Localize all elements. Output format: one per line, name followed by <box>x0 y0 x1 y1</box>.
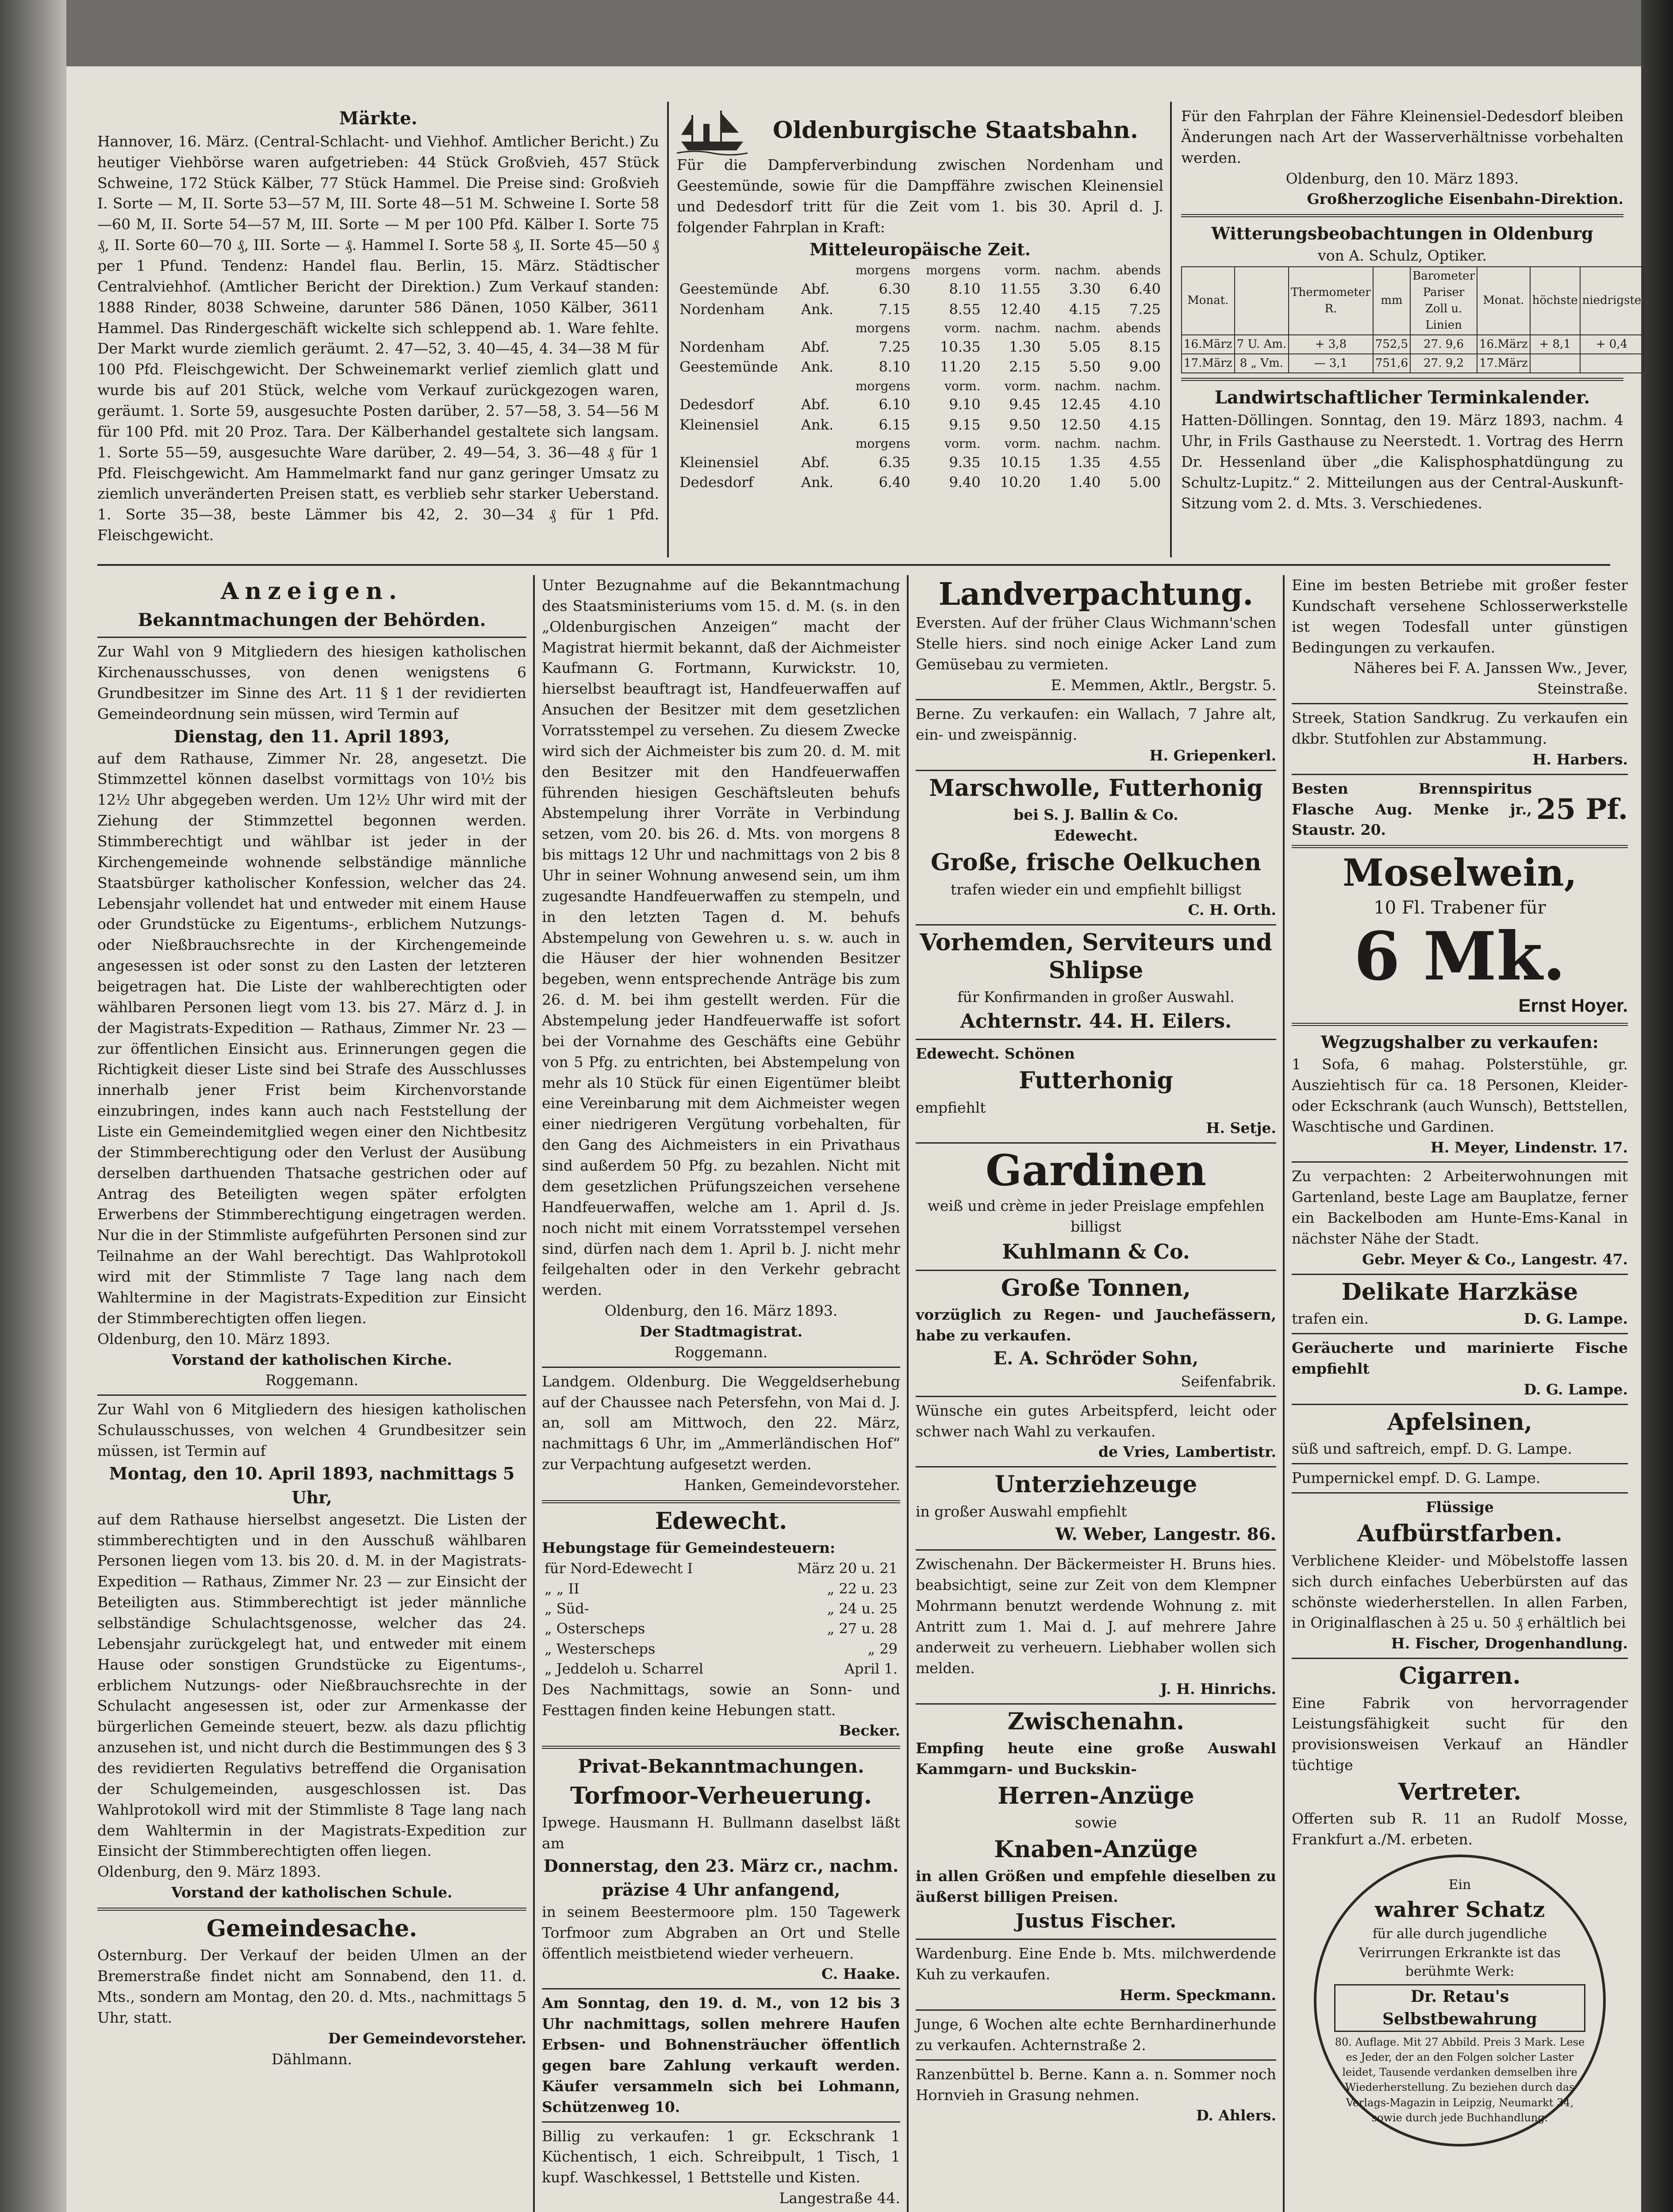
market-report <box>97 106 659 546</box>
oel-title: Große, frische Oelkuchen <box>930 849 1262 876</box>
rail-row <box>677 415 1163 435</box>
landgem-sign: Hanken, Gemeindevorsteher. <box>684 1476 900 1494</box>
weather-head <box>1235 267 1289 335</box>
notice1-body: auf dem Rathause, Zimmer Nr. 28, angesetzt. Die Stimmzettel können daselbst vormittags von 10½ bis 12½ Uhr abgegeben werden. Um 12½ Uhr wird mit der Ziehung der Stimmzettel begonnen werden. Stimmberechtigt und wählbar ist jeder in der Kirchengemeinde wohnende selbständige männliche Staatsbürger katholischer Konfession, welcher das 24. Lebensjahr vollendet hat und entweder mit einem Hause oder Grundstücke zu Eigentums-, erblichem Nutzungs- oder Nießbrauchsrechte in der Kirchengemeinde angesessen ist oder sonst zu den Lasten der letzteren beigetragen hat. Die Liste der wahlberechtigten oder wählbaren Personen liegt vom 13. bis 27. März d. J. in der Magistrats-Expedition — Rathaus, Zimmer Nr. 23 — zur öffentlichen Einsicht aus. Erinnerungen gegen die Richtigkeit dieser Liste sind bei Strafe des Ausschlusses innerhalb jener Frist beim Kirchenvorstande einzubringen, indes kann auch nach Feststellung der Liste ein Gemeindemitglied wegen einer den Nichtbesitz der Stimmberechtigung oder den Verlust der Ausübung derselben darthuenden Thatsache gestrichen oder auf Antrag des Beteiligten wegen später erfolgten Erwerbens der Stimmberechtigung eingetragen werden. Nur die in der Stimmliste aufgeführten Personen sind zur Teilnahme an der Wahl berechtigt. Das Wahlprotokoll wird mit der Stimmliste 7 Tage lang nach dem Wahltermine in der Magistrats-Expedition zur Einsicht der Stimmberechtigten offen liegen. <box>97 749 526 1327</box>
weather-cell: 17.März <box>1182 354 1235 373</box>
weather-cell: 751,6 <box>1373 354 1410 373</box>
edewecht-row <box>542 1579 900 1599</box>
rail-cell: 8.10 <box>949 280 981 298</box>
rail-cell: 9.40 <box>949 474 981 491</box>
rail-head-cell: nachm. <box>1115 436 1161 451</box>
mosel-sub: 10 Fl. Trabener für <box>1374 897 1546 918</box>
rail-cell: Dedesdorf <box>679 396 754 413</box>
rail-head-cell: abends <box>1116 321 1161 336</box>
weather-cell: 16.März <box>1182 335 1235 354</box>
vorhemd-addr: Achternstr. 44. H. Eilers. <box>960 1010 1232 1033</box>
rail-row <box>677 472 1163 492</box>
rail-cell: 12.40 <box>1000 300 1041 318</box>
weather-by: von A. Schulz, Optiker. <box>1318 247 1487 265</box>
rail-cell: 6.10 <box>879 396 910 413</box>
tonnen-sub: Seifenfabrik. <box>1181 1372 1276 1390</box>
schlosser-b: Näheres bei F. A. Janssen Ww., Jever, Steinstraße. <box>1354 659 1628 698</box>
edewecht-title: Edewecht. <box>655 1507 787 1535</box>
edewecht-small: Edewecht. <box>1054 827 1138 845</box>
weather-cell: 8 „ Vm. <box>1235 354 1289 373</box>
edewecht-cell: „ Westerscheps <box>545 1640 656 1657</box>
apfel-text: süß und saftreich, empf. D. G. Lampe. <box>1292 1440 1572 1457</box>
weather-head: niedrigste <box>1580 267 1644 335</box>
wegzug-sign: H. Meyer, Lindenstr. 17. <box>1430 1138 1628 1156</box>
landgem-text: Landgem. Oldenburg. Die Weggeldserhebung auf der Chaussee nach Petersfehn, von Mai d. J. an, soll am Mittwoch, den 22. März, nachmittags 6 Uhr, im „Ammerländischen Hof“ zur Verpachtung aufgesetzt werden. <box>542 1372 900 1473</box>
torf-title: Torfmoor-Verheuerung. <box>570 1782 872 1809</box>
schlosser-text: Eine im besten Betriebe mit großer fester Kundschaft versehene Schlosserwerkstelle ist wegen Todesfall unter günstigen Bedingungen zu verkaufen. <box>1292 576 1628 656</box>
tonnen-sign: E. A. Schröder Sohn, <box>993 1348 1199 1369</box>
landwirt-title: Landwirtschaftlicher Terminkalender. <box>1214 387 1590 408</box>
weather-head: Monat. <box>1477 267 1530 335</box>
vorhemd-text: für Konfirmanden in großer Auswahl. <box>957 988 1235 1006</box>
edewecht-sub: Hebungstage für Gemeindesteuern: <box>542 1539 836 1557</box>
edewecht-row <box>542 1659 900 1679</box>
berne-sign: H. Griepenkerl. <box>1149 747 1276 764</box>
pferd-text: Wünsche ein gutes Arbeitspferd, leicht oder schwer nach Wahl zu verkaufen. <box>916 1402 1276 1440</box>
vorhemd-title: Vorhemden, Serviteurs und Shlipse <box>920 929 1272 984</box>
edewecht-sign: Becker. <box>839 1722 900 1740</box>
rail-head-cell: vorm. <box>1004 378 1041 393</box>
edewecht-row <box>542 1619 900 1639</box>
weather-head: Barometer Pariser Zoll u. Linien <box>1410 267 1477 335</box>
gemeinde-name: Dählmann. <box>272 2050 352 2068</box>
rail-head-cell <box>677 435 798 453</box>
rail-cell: 11.20 <box>940 358 981 376</box>
rail-table <box>677 261 1163 493</box>
tonnen-text: vorzüglich zu Regen- und Jauchefässern, habe zu verkaufen. <box>916 1306 1276 1344</box>
rail-cell: 4.15 <box>1069 300 1101 318</box>
rail-head-cell: nachm. <box>1055 436 1101 451</box>
fisch-sign: D. G. Lampe. <box>1523 1380 1628 1398</box>
weather-cell <box>1580 354 1644 373</box>
rail-head-cell: morgens <box>925 263 981 278</box>
zwi1-text: Zwischenahn. Der Bäckermeister H. Bruns hies. beabsichtigt, seine zur Zeit von dem Klempner Mohrmann benutzt werdende Wohnung z. mit Antritt zum 1. Mai d. J. auf mehrere Jahre anderweit zu verheuern. Liebhaber wollen sich melden. <box>916 1555 1276 1677</box>
billig-addr: Langestraße 44. <box>779 2189 900 2207</box>
rail-cell: 2.15 <box>1009 358 1041 376</box>
rail-cell: 1.30 <box>1009 338 1041 355</box>
weather-head: Monat. <box>1182 267 1235 335</box>
brenn-text: Besten Brennspiritus Flasche Aug. Menke jr., Staustr. 20. <box>1292 780 1532 839</box>
aufb-text: Verblichene Kleider- und Möbelstoffe lassen sich durch einfaches Ueberbürsten auf das schönste wiederherstellen. In allen Farben, in Originalflaschen à 25 u. 50 ₰ erhältlich bei <box>1292 1551 1628 1632</box>
rail-cell: 4.10 <box>1129 396 1161 413</box>
rail-cell: Abf. <box>801 396 830 413</box>
rail-cell: 6.35 <box>879 454 910 471</box>
notice3-name: Roggemann. <box>674 1343 768 1361</box>
rail-cell: Kleinensiel <box>679 454 759 471</box>
schatz-seal <box>1314 1855 1606 2147</box>
rail-cell: 7.25 <box>879 338 910 355</box>
rail-cell: Kleinensiel <box>679 416 759 433</box>
rail-cell: 9.00 <box>1129 358 1161 376</box>
rail-cell: 8.55 <box>949 300 981 318</box>
apfel-title: Apfelsinen, <box>1387 1408 1532 1436</box>
rail-cell: Ank. <box>801 358 834 376</box>
land-sign: E. Memmen, Aktlr., Bergstr. 5. <box>1051 676 1276 694</box>
rail-row <box>677 357 1163 377</box>
weather-cell: 17.März <box>1477 354 1530 373</box>
rail-row <box>677 395 1163 415</box>
rail-cell: 9.10 <box>949 396 981 413</box>
notice2-sign: Vorstand der katholischen Schule. <box>171 1884 453 1901</box>
oel-text: trafen wieder ein und empfiehlt billigst <box>950 880 1242 898</box>
notice1-place: Oldenburg, den 10. März 1893. <box>97 1330 330 1348</box>
land-text: Eversten. Auf der früher Claus Wichmann'schen Stelle hiers. sind noch einige Acker Land zum Gemüsebau zu vermieten. <box>916 614 1276 673</box>
weather-head: höchste <box>1530 267 1580 335</box>
warden-text: Wardenburg. Eine Ende b. Mts. milchwerdende Kuh zu verkaufen. <box>916 1945 1276 1983</box>
rail-cell: 6.30 <box>879 280 910 298</box>
rail-cell: Nordenham <box>679 300 765 318</box>
col-rule <box>1170 102 1172 557</box>
weather-table <box>1181 266 1644 373</box>
rail-head-cell <box>798 377 843 395</box>
column-3 <box>916 575 1276 2212</box>
zwi1-sign: J. H. Hinrichs. <box>1160 1680 1276 1697</box>
fluss-text: Flüssige <box>1426 1498 1494 1516</box>
edewecht-cell: „ 22 u. 23 <box>827 1580 898 1597</box>
rail-cell: 7.25 <box>1129 300 1161 318</box>
torf-text2: in seinem Beestermoore plm. 150 Tagewerk Torfmoor zum Abgraben an Ort und Stelle öffentlich meistbietend wieder verheuern. <box>542 1903 900 1962</box>
mosel-price: 6 Mk. <box>1354 917 1566 995</box>
ferry-sign: Großherzogliche Eisenbahn-Direktion. <box>1307 190 1623 208</box>
rail-cell: 8.10 <box>879 358 910 376</box>
rail-cell: 1.35 <box>1069 454 1101 471</box>
marsch-title: Marschwolle, Futterhonig <box>929 775 1263 802</box>
cig-text: Eine Fabrik von hervorragender Leistungsfähigkeit sucht für den provisionsweisen Verkauf an Händler tüchtige <box>1292 1694 1628 1774</box>
harz-sign: D. G. Lampe. <box>1523 1310 1628 1328</box>
rail-cell: Geestemünde <box>679 358 778 376</box>
edewecht-row <box>542 1599 900 1619</box>
oel-sign: C. H. Orth. <box>1188 901 1276 919</box>
rail-cell: 5.50 <box>1069 358 1101 376</box>
book-binding <box>0 0 66 2212</box>
col-rule <box>907 575 909 2212</box>
rail-cell: 4.15 <box>1129 416 1161 433</box>
rail-row <box>677 300 1163 319</box>
torf-sign: C. Haake. <box>821 1965 900 1983</box>
notice2-date: Montag, den 10. April 1893, nachmittags 5 Uhr, <box>109 1463 515 1507</box>
marsch-by: bei S. J. Ballin & Co. <box>1013 806 1178 824</box>
junge-text: Junge, 6 Wochen alte echte Bernhardinerhunde zu verkaufen. Achternstraße 2. <box>916 2016 1276 2054</box>
notice2-text: Zur Wahl von 6 Mitgliedern des hiesigen katholischen Schulausschusses, von welchen 4 Grundbesitzer sein müssen, ist Termin auf <box>97 1401 526 1459</box>
weather-title: Witterungsbeobachtungen in Oldenburg <box>1211 223 1593 244</box>
top-right-column <box>1181 106 1642 514</box>
billig-text: Billig zu verkaufen: 1 gr. Eckschrank 1 Küchentisch, 1 eich. Schreibpult, 1 Tisch, 1 kupf. Waschkessel, 1 Bettstelle und Kisten. <box>542 2127 900 2186</box>
gemeinde-title: Gemeindesache. <box>206 1915 418 1943</box>
rail-row <box>677 337 1163 357</box>
zwi2-sign: Justus Fischer. <box>1015 1909 1177 1932</box>
ferry-date: Oldenburg, den 10. März 1893. <box>1285 169 1519 187</box>
verpacht-sign: Gebr. Meyer & Co., Langestr. 47. <box>1362 1250 1628 1268</box>
ranzen-text: Ranzenbüttel b. Berne. Kann a. n. Sommer noch Hornvieh in Grasung nehmen. <box>916 2065 1276 2104</box>
zwi2-title: Zwischenahn. <box>1007 1708 1185 1735</box>
rail-cell: 3.30 <box>1069 280 1101 298</box>
weather-cell <box>1530 354 1580 373</box>
col-rule <box>533 575 535 2212</box>
rail-head-cell: vorm. <box>944 378 981 393</box>
edewecht-cell: „ 29 <box>867 1640 898 1657</box>
rail-cell: Ank. <box>801 474 834 491</box>
rail-cell: 10.15 <box>1000 454 1041 471</box>
rail-head-row <box>677 261 1163 279</box>
pferd-sign: de Vries, Lambertistr. <box>1098 1443 1276 1461</box>
edewecht-row <box>542 1639 900 1659</box>
rail-cell: Abf. <box>801 280 830 298</box>
market-title: Märkte. <box>339 108 418 129</box>
rail-cell: 9.15 <box>949 416 981 433</box>
notice1-name: Roggemann. <box>265 1371 359 1389</box>
futter-pre: Edewecht. Schönen <box>916 1045 1075 1063</box>
knaben-title: Knaben-Anzüge <box>994 1836 1198 1863</box>
weather-cell: 752,5 <box>1373 335 1410 354</box>
vertreter-text: Offerten sub R. 11 an Rudolf Mosse, Frankfurt a./M. erbeten. <box>1292 1810 1628 1848</box>
market-text: Hannover, 16. März. (Central-Schlacht- und Viehhof. Amtlicher Bericht.) Zu heutiger Viehbörse waren aufgetrieben: 44 Stück Großvieh, 457 Stück Schweine, 172 Stück Kälber, 77 Stück Hammel. Die Preise sind: Großvieh I. Sorte — M, II. Sorte 53—57 M, III. Sorte 48—51 M. Schweine I. Sorte 58—60 M, II. Sorte 54—57 M, III. Sorte — M per 100 Pfd. Kälber I. Sorte 75 ₰, II. Sorte 60—70 ₰, III. Sorte — ₰. Hammel I. Sorte 58 ₰, II. Sorte 45—50 ₰ per 1 Pfund. Tendenz: Handel flau. Berlin, 15. März. Städtischer Centralviehhof. (Amtlicher Bericht der Direktion.) Zum Verkauf standen: 1888 Rinder, 8038 Schweine, darunter 586 Dänen, 1050 Kälber, 3611 Hammel. Das Rindergeschäft wickelte sich schleppend ab. 1. Ware fehlte. Der Markt wurde ziemlich geräumt. 2. 47—52, 3. 40—45, 4. 34—38 M für 100 Pfd. Fleischgewicht. Der Schweinemarkt verlief ziemlich glatt und wurde bis auf 201 Stück, welche vom Verkauf zurückgezogen waren, geräumt. 1. Sorte 59, ausgesuchte Posten darüber, 2. 57—58, 3. 54—56 M für 100 Pfd. mit 20 Proz. Tara. Der Kälberhandel gestaltete sich langsam. 1. Sorte 55—59, ausgesuchte Ware darüber, 2. 49—54, 3. 36—48 ₰ für 1 Pfd. Fleischgewicht. Am Hammelmarkt fand nur ganz geringer Umsatz zu ziemlich unveränderten Preisen statt, es verblieb sehr starker Ueberstand. 1. Sorte 35—38, beste Lämmer bis 42, 2. 30—34 ₰ für 1 Pfd. Fleischgewicht. <box>97 132 659 544</box>
wegzug-text: 1 Sofa, 6 mahag. Polsterstühle, gr. Ausziehtisch für ca. 18 Personen, Kleider- oder Eckschrank (auch Wunsch), Bettstellen, Waschtische und Gardinen. <box>1292 1056 1628 1135</box>
weather-cell: 27. 9,2 <box>1410 354 1477 373</box>
rail-cell: 6.15 <box>879 416 910 433</box>
behoerden-title: Bekanntmachungen der Behörden. <box>138 610 486 631</box>
rail-timetable <box>677 106 1163 493</box>
anzeigen-title: Anzeigen. <box>221 578 403 605</box>
harz-text: trafen ein. <box>1292 1310 1369 1328</box>
rail-cell: 6.40 <box>879 474 910 491</box>
notice2-body: auf dem Rathause hierselbst angesetzt. Die Listen der stimmberechtigten und in den Ausschuß wählbaren Personen liegen vom 13. bis 20. d. M. in der Magistrats-Expedition — Rathaus, Zimmer Nr. 23 — zur Einsicht der Beteiligten aus. Stimmberechtigt ist jeder männliche selbständige Schulachtsgenosse, welcher das 24. Lebensjahr zurückgelegt hat, und entweder mit einem Hause oder sonstigen Grundstücke zu Eigentums-, erblichem Nutzungs- oder Nießbrauchsrechte in der Schulacht angesessen ist, oder zur Armenkasse der bürgerlichen Gemeinde steuert, bezw. als dazu pflichtig anzusehen ist, und nicht durch die Bestimmungen des § 3 des revidierten Regulativs betreffend die Organisation der Schulgemeinden, ausgeschlossen ist. Das Wahlprotokoll wird mit der Stimmliste 8 Tage lang nach dem Wahltermin in der Magistrats-Expedition zur Einsicht der Stimmberechtigten offen liegen. <box>97 1510 526 1860</box>
edewecht-row <box>542 1559 900 1578</box>
edewecht-table <box>542 1559 900 1679</box>
futter-text: empfiehlt <box>916 1098 986 1116</box>
weather-head: Thermometer R. <box>1289 267 1373 335</box>
rail-cell: Ank. <box>801 416 834 433</box>
unter-title: Unterziehzeuge <box>994 1471 1197 1498</box>
rail-head-cell: nachm. <box>1115 378 1161 393</box>
rail-cell: Abf. <box>801 454 830 471</box>
edewecht-cell: „ „ II <box>545 1580 579 1597</box>
rail-cell: Nordenham <box>679 338 765 355</box>
brenn-price: 25 Pf. <box>1536 792 1628 826</box>
rail-cell: 10.35 <box>940 338 981 355</box>
edewecht-cell: für Nord-Edewecht I <box>545 1560 693 1577</box>
harz-title: Delikate Harzkäse <box>1341 1278 1578 1306</box>
edewecht-cell: April 1. <box>844 1660 898 1678</box>
page-edge <box>1641 0 1673 2212</box>
land-title: Landverpachtung. <box>938 576 1254 612</box>
fisch-text: Geräucherte und marinierte Fische empfiehlt <box>1292 1339 1628 1377</box>
weather-row <box>1182 354 1643 373</box>
gardinen-sign: Kuhlmann & Co. <box>1002 1239 1190 1263</box>
rail-head-row <box>677 435 1163 453</box>
schatz-title: wahrer Schatz <box>1374 1897 1545 1923</box>
rail-cell: 9.35 <box>949 454 981 471</box>
privat-title: Privat-Bekanntmachungen. <box>578 1755 864 1778</box>
gemeinde-text: Osternburg. Der Verkauf der beiden Ulmen an der Bremerstraße findet nicht am Sonnabend, den 11. d. Mts., sondern am Montag, den 20. d. Mts., nachmittags 5 Uhr, statt. <box>97 1947 526 2026</box>
rail-cell: 12.50 <box>1060 416 1101 433</box>
cig-title: Cigarren. <box>1399 1663 1521 1690</box>
rail-head-cell <box>677 261 798 279</box>
rail-cell: 6.40 <box>1129 280 1161 298</box>
rail-head-row <box>677 377 1163 395</box>
rail-cell: 1.40 <box>1069 474 1101 491</box>
weather-cell: + 8,1 <box>1530 335 1580 354</box>
rail-head-cell: morgens <box>855 263 910 278</box>
notice3-place: Oldenburg, den 16. März 1893. <box>604 1302 838 1320</box>
schatz-text: für alle durch jugendliche Verirrungen Erkrankte ist das berühmte Werk: <box>1358 1926 1561 1980</box>
edewecht-cell: „ Jeddeloh u. Scharrel <box>545 1660 703 1678</box>
landwirt-text: Hatten-Döllingen. Sonntag, den 19. März 1893, nachm. 4 Uhr, in Frils Gasthause zu Neerstedt. 1. Vortrag des Herrn Dr. Hessenland über „die Kalisphosphatdüngung zu Schultz-Lupitz.“ 2. Mitteilungen aus der Central-Auskunft-Sitzung vom 2. d. Mts. 3. Verschiedenes. <box>1181 411 1623 512</box>
col-rule <box>667 102 669 557</box>
rail-head-cell: nachm. <box>1055 321 1101 336</box>
zwi2-text2: in allen Größen und empfehle dieselben zu äußerst billigen Preisen. <box>916 1867 1276 1906</box>
ferry-text: Für den Fahrplan der Fähre Kleinensiel-Dedesdorf bleiben Änderungen nach Art der Wasserverhältnisse vorbehalten werden. <box>1181 108 1623 166</box>
rail-row <box>677 453 1163 472</box>
streek-sign: H. Harbers. <box>1532 750 1628 768</box>
ranzen-sign: D. Ahlers. <box>1196 2107 1276 2124</box>
rail-head-cell: vorm. <box>1004 436 1041 451</box>
berne-text: Berne. Zu verkaufen: ein Wallach, 7 Jahre alt, ein- und zweispännig. <box>916 705 1276 744</box>
herren-title: Herren-Anzüge <box>998 1782 1194 1809</box>
weather-cell: — 3,1 <box>1289 354 1373 373</box>
torf-text: Ipwege. Hausmann H. Bullmann daselbst läßt am <box>542 1814 900 1852</box>
rail-subtitle: Mitteleuropäische Zeit. <box>810 239 1031 260</box>
edewecht-cell: „ Osterscheps <box>545 1620 645 1637</box>
rail-head-cell: nachm. <box>1055 263 1101 278</box>
column-2 <box>542 575 900 2212</box>
schatz-ein: Ein <box>1448 1877 1471 1893</box>
gardinen-title: Gardinen <box>985 1145 1207 1196</box>
rail-head-cell: morgens <box>855 321 910 336</box>
zwi2-text: Empfing heute eine große Auswahl Kammgarn- und Buckskin- <box>916 1739 1276 1778</box>
rail-cell: 4.55 <box>1129 454 1161 471</box>
rail-cell: 11.55 <box>1000 280 1041 298</box>
streek-text: Streek, Station Sandkrug. Zu verkaufen ein dkbr. Stutfohlen zur Abstammung. <box>1292 709 1628 748</box>
notice2-place: Oldenburg, den 9. März 1893. <box>97 1863 321 1881</box>
edewecht-cell: „ 24 u. 25 <box>827 1600 898 1617</box>
unter-sign: W. Weber, Langestr. 86. <box>1055 1524 1276 1544</box>
mosel-title: Moselwein, <box>1343 851 1577 895</box>
wegzug-title: Wegzugshalber zu verkaufen: <box>1321 1032 1599 1052</box>
weather-row <box>1182 335 1643 354</box>
aufb-sign: H. Fischer, Drogenhandlung. <box>1391 1635 1628 1652</box>
tonnen-title: Große Tonnen, <box>1001 1274 1191 1302</box>
steamship-icon <box>677 106 748 155</box>
rail-head-cell <box>798 435 843 453</box>
rail-head-cell: vorm. <box>944 321 981 336</box>
gardinen-text: weiß und crème in jeder Preislage empfehlen billigst <box>927 1197 1265 1235</box>
edewecht-text: Des Nachmittags, sowie an Sonn- und Festtagen finden keine Hebungen statt. <box>542 1680 900 1719</box>
column-1 <box>97 575 526 2212</box>
sowie-text: sowie <box>1074 1814 1117 1831</box>
rail-cell: 5.05 <box>1069 338 1101 355</box>
rail-head-cell <box>677 377 798 395</box>
rail-head-cell: morgens <box>855 378 910 393</box>
weather-cell: 27. 9,6 <box>1410 335 1477 354</box>
rail-cell: 12.45 <box>1060 396 1101 413</box>
gemeinde-sign: Der Gemeindevorsteher. <box>328 2029 526 2047</box>
aufb-title: Aufbürstfarben. <box>1357 1520 1563 1548</box>
verpacht-text: Zu verpachten: 2 Arbeiterwohnungen mit Gartenland, beste Lage am Bauplatze, ferner ein Backelboden am Hunte-Ems-Kanal in nächster Nähe der Stadt. <box>1292 1167 1628 1247</box>
rail-title: Oldenburgische Staatsbahn. <box>773 116 1138 144</box>
unter-text: in großer Auswahl empfiehlt <box>916 1502 1127 1520</box>
notice1-text: Zur Wahl von 9 Mitgliedern des hiesigen katholischen Kirchenausschusses, von denen wenigstens 6 Grundbesitzer im Sinne des Art. 11 § 1 der revidierten Gemeindeordnung sein müssen, wird Termin auf <box>97 643 526 722</box>
col-rule <box>1283 575 1285 2212</box>
edewecht-cell: März 20 u. 21 <box>797 1560 898 1577</box>
notice3-sign: Der Stadtmagistrat. <box>639 1322 803 1340</box>
schatz-book: Dr. Retau's Selbstbewahrung <box>1334 1984 1585 2032</box>
rail-intro: Für die Dampferverbindung zwischen Nordenham und Geestemünde, sowie für die Dampffähre zwischen Kleinensiel und Dedesdorf tritt für die Zeit vom 1. bis 30. April d. J. folgender Fahrplan in Kraft: <box>677 156 1163 236</box>
rail-cell: Dedesdorf <box>679 474 754 491</box>
schatz-text2: 80. Auflage. Mit 27 Abbild. Preis 3 Mark. Lese es Jeder, der an den Folgen solcher Laster leidet, Tausende verdanken demselben ihre Wiederherstellung. Zu beziehen durch das Verlags-Magazin in Leipzig, Neumarkt 34, sowie durch jede Buchhandlung. <box>1335 2036 1585 2124</box>
rail-head-cell <box>798 261 843 279</box>
pump-text: Pumpernickel empf. D. G. Lampe. <box>1292 1469 1541 1486</box>
futter-title: Futterhonig <box>1019 1067 1173 1094</box>
weather-head: mm <box>1373 267 1410 335</box>
rail-head-cell <box>677 319 798 337</box>
weather-cell: + 3,8 <box>1289 335 1373 354</box>
torf-date: Donnerstag, den 23. März cr., nachm. präzise 4 Uhr anfangend, <box>543 1856 899 1900</box>
rail-cell: Geestemünde <box>679 280 778 298</box>
rail-head-cell: nachm. <box>1055 378 1101 393</box>
rail-head-cell <box>798 319 843 337</box>
newspaper-page <box>66 66 1641 2212</box>
sonntag-text: Am Sonntag, den 19. d. M., von 12 bis 3 Uhr nachmittags, sollen mehrere Haufen Erbsen- und Bohnensträucher öffentlich gegen bare Zahlung verkauft werden. Käufer versammeln sich bei Lohmann, Schützenweg 10. <box>542 1994 900 2116</box>
rail-cell: 9.45 <box>1009 396 1041 413</box>
rail-cell: 9.50 <box>1009 416 1041 433</box>
notice1-sign: Vorstand der katholischen Kirche. <box>172 1351 452 1368</box>
edewecht-cell: „ Süd- <box>545 1600 589 1617</box>
weather-cell: + 0,4 <box>1580 335 1644 354</box>
rail-row <box>677 279 1163 299</box>
notice1-date: Dienstag, den 11. April 1893, <box>174 726 450 746</box>
vertreter-title: Vertreter. <box>1398 1778 1522 1805</box>
weather-cell: 16.März <box>1477 335 1530 354</box>
weather-cell: 7 U. Am. <box>1235 335 1289 354</box>
mosel-sign: Ernst Hoyer. <box>1518 995 1628 1016</box>
rail-cell: Abf. <box>801 338 830 355</box>
rail-cell: 10.20 <box>1000 474 1041 491</box>
edewecht-cell: „ 27 u. 28 <box>827 1620 898 1637</box>
rail-cell: 8.15 <box>1129 338 1161 355</box>
rail-head-cell: abends <box>1116 263 1161 278</box>
rail-cell: Ank. <box>801 300 834 318</box>
rail-head-cell: vorm. <box>944 436 981 451</box>
rail-head-row <box>677 319 1163 337</box>
rail-cell: 7.15 <box>879 300 910 318</box>
warden-sign: Herm. Speckmann. <box>1119 1986 1276 2004</box>
rail-head-cell: morgens <box>855 436 910 451</box>
section-rule <box>97 564 1610 566</box>
futter-sign: H. Setje. <box>1206 1119 1276 1137</box>
notice3-text: Unter Bezugnahme auf die Bekanntmachung des Staatsministeriums vom 15. d. M. (s. in den „Oldenburgischen Anzeigen“ macht der Magistrat hiermit bekannt, daß der Aichmeister Kaufmann G. Fortmann, Kurwickstr. 10, hierselbst beauftragt ist, Handfeuerwaffen auf Ansuchen der Besitzer mit dem gesetzlichen Vorratsstempel zu versehen. Zu diesem Zwecke wird sich der Aichmeister bis zum 20. d. M. mit den Besitzer mit den Handfeuerwaffen führenden hiesigen Geschäftsleuten behufs Abstempelung ihrer Vorräte in Verbindung setzen, vom 20. bis 26. d. Mts. von morgens 8 bis mittags 12 Uhr und nachmittags von 2 bis 8 Uhr in seiner Wohnung anwesend sein, um ihm zugesandte Handfeuerwaffen zu stempeln, und in den letzten Tagen d. M. behufs Abstempelung von Gewehren u. s. w. auch in die Häuser der hier wohnenden Besitzer begeben, wenn entsprechende Anträge bis zum 26. d. M. bei ihm gestellt werden. Für die Abstempelung jeder Handfeuerwaffe ist sofort bei der Vornahme des Geschäfts eine Gebühr von 5 Pfg. zu entrichten, bei Abstempelung von mehr als 10 Stück für einen Eigentümer bleibt eine Vereinbarung mit dem Aichmeister wegen einer niedrigeren Vergütung vorbehalten, für den Gang des Aichmeisters in ein Privathaus sind außerdem 50 Pfg. zu bezahlen. Nicht mit dem gesetzlichen Prüfungszeichen versehene Handfeuerwaffen, welche am 1. April d. Js. noch nicht mit einem Vorratsstempel versehen sind, dürfen nach dem 1. April b. J. nicht mehr feilgehalten oder in den Verkehr gebracht werden. <box>542 576 900 1299</box>
rail-head-cell: nachm. <box>994 321 1041 336</box>
rail-head-cell: vorm. <box>1004 263 1041 278</box>
rail-cell: 5.00 <box>1129 474 1161 491</box>
column-4 <box>1292 575 1628 2212</box>
